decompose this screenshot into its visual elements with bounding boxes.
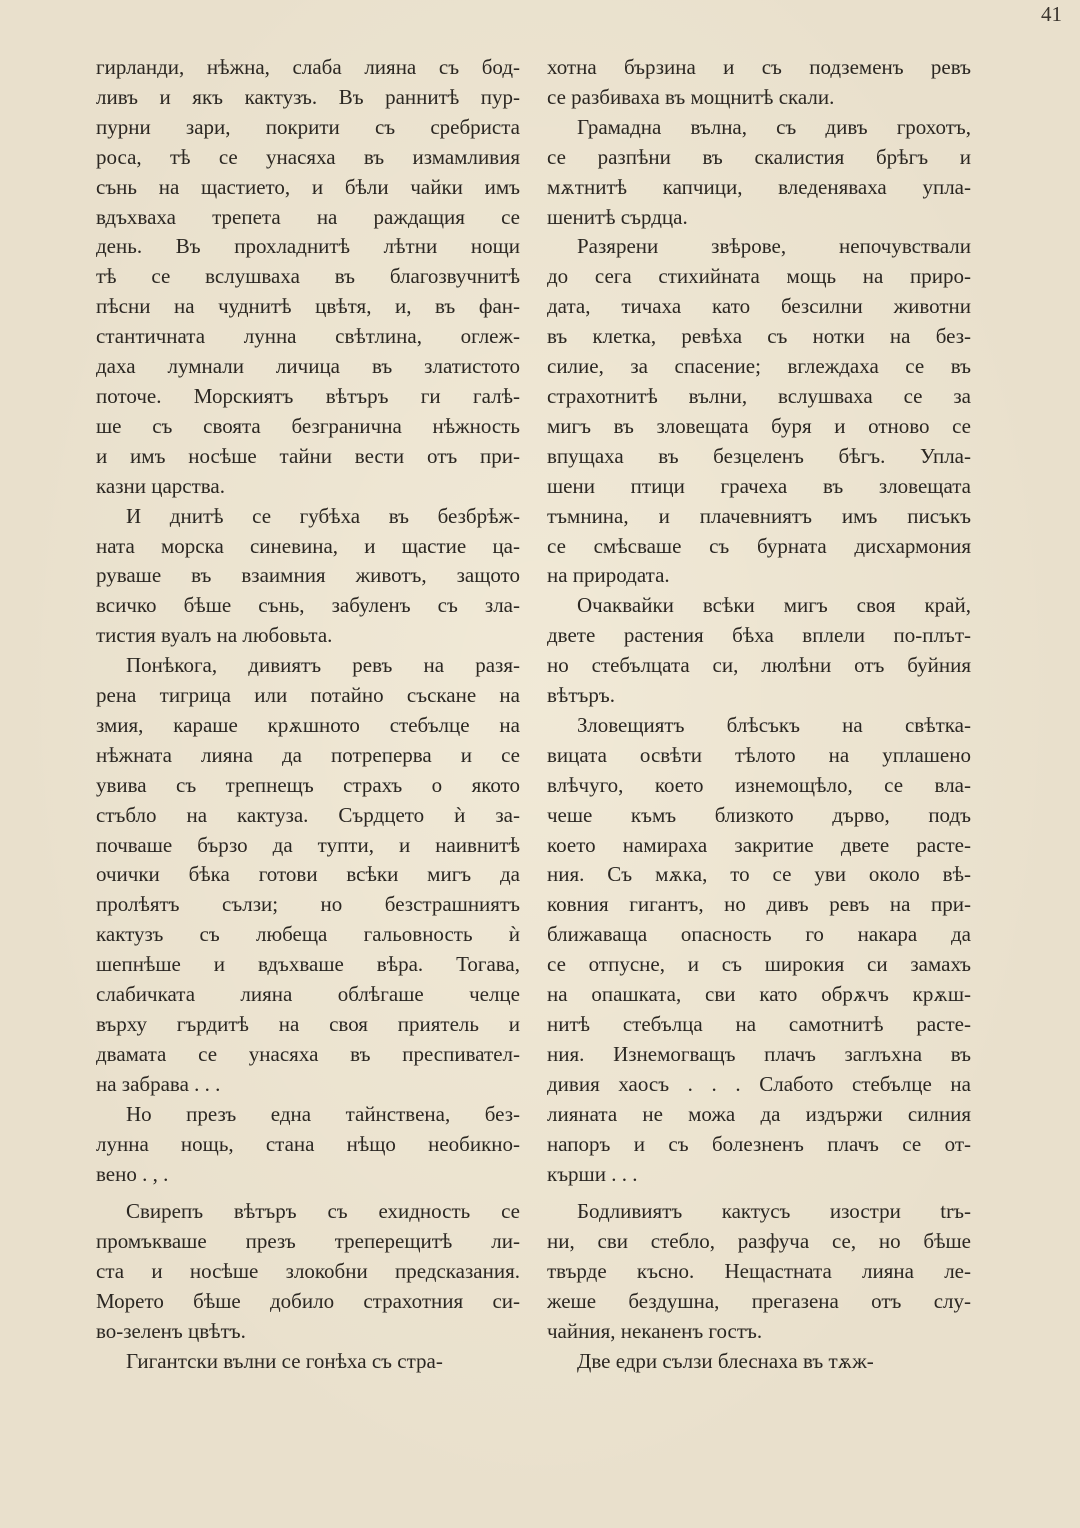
text-line: силие, за спасение; вглеждаха се въ (547, 354, 971, 379)
text-line: рена тигрица или потайно съскане на (96, 683, 520, 708)
text-line: ния. Изнемогващъ плачъ заглъхна въ (547, 1041, 971, 1066)
text-line: Бодливиятъ кактусъ изостри trъ- (577, 1199, 971, 1224)
paragraph (96, 1347, 520, 1377)
text-line: шенитѣ сърдца. (547, 204, 688, 229)
text-line: до сега стихийната мощь на приро- (547, 264, 971, 289)
text-line: гирланди, нѣжна, слаба лияна съ бод- (96, 55, 520, 79)
text-line: Морето бѣше добило страхотния си- (96, 1289, 520, 1314)
text-line: чайния, неканенъ гостъ. (547, 1319, 763, 1344)
text-line: Но презъ една тайнствена, без- (126, 1101, 520, 1126)
text-line: се разпѣни въ скалистия брѣгъ и (547, 144, 971, 169)
text-line: мѫтнитѣ капчици, вледеняваха упла- (547, 174, 971, 199)
text-line: лунна нощь, стана нѣщо необикно- (96, 1131, 520, 1156)
paragraph (96, 1100, 520, 1190)
text-line: сънь на щастието, и бѣли чайки имъ (96, 174, 520, 199)
right-column (547, 53, 971, 1377)
text-line: мигъ въ зловещата буря и отново се (547, 413, 971, 438)
text-line: впущаха въ безцеленъ бѣгъ. Упла- (547, 443, 971, 468)
text-line: напоръ и съ болезненъ плачъ се от- (547, 1131, 971, 1156)
text-line: увива съ трепнещъ страхъ о якото (96, 772, 520, 797)
text-line: ближаваща опасность го накара да (547, 922, 971, 947)
paragraph (96, 502, 520, 652)
text-line: во-зеленъ цвѣтъ. (96, 1319, 246, 1344)
paragraph (547, 113, 971, 233)
text-line: Гигантски вълни се гонѣха съ стра- (126, 1348, 443, 1373)
text-line: ковния гигантъ, но дивъ ревъ на при- (547, 892, 971, 917)
text-line: слабичката лияна облѣгаше челце (96, 982, 520, 1007)
text-line: Грамадна вълна, съ дивъ грохотъ, (577, 114, 971, 139)
text-line: нитѣ стебълца на самотнитѣ расте- (547, 1012, 971, 1036)
text-line: на природата. (547, 563, 670, 588)
text-line: пѣсни на чуднитѣ цвѣтя, и, въ фан- (96, 294, 520, 319)
text-line: всичко бѣше сънь, забуленъ съ зла- (96, 593, 520, 618)
text-line: промъкваше презъ треперещитѣ ли- (96, 1229, 520, 1254)
text-line: но стебълцата си, люлѣни отъ буйния (547, 653, 971, 678)
text-line: кърши . . . (547, 1161, 638, 1186)
text-line: пролѣятъ сълзи; но безстрашниятъ (96, 892, 520, 917)
paragraph (547, 232, 971, 591)
text-line: дивия хаосъ . . . Слабото стебълце на (547, 1071, 971, 1096)
text-line: кактузъ съ любеща гальовность ѝ (96, 922, 520, 947)
text-line: двамата се унасяха въ преспивател- (96, 1041, 520, 1066)
text-line: което намираха закритие двете расте- (547, 832, 971, 857)
page-number: 41 (1041, 2, 1062, 26)
text-line: шепнѣше и вдъхваше вѣра. Тогава, (96, 952, 520, 977)
paragraph-gap (96, 1189, 520, 1197)
text-line: поточе. Морскиятъ вѣтъръ ги галѣ- (96, 383, 520, 408)
text-line: стъбло на кактуза. Сърдцето ѝ за- (96, 802, 520, 827)
text-line: стантичната лунна свѣтлина, оглеж- (96, 324, 520, 349)
text-line: тъмнина, и плачевниятъ имъ писъкъ (547, 503, 971, 528)
text-line: тѣ се вслушваха въ благозвучнитѣ (96, 264, 520, 289)
paragraph (547, 1347, 971, 1377)
text-line: страхотнитѣ вълни, вслушваха се за (547, 383, 971, 408)
text-line: казни царства. (96, 473, 225, 498)
text-line: жеше бездушна, прегазена отъ слу- (547, 1289, 971, 1314)
text-line: ше съ своята безгранична нѣжность (96, 413, 520, 438)
text-line: чеше къмъ близкото дърво, подъ (547, 802, 971, 827)
paragraph (96, 1197, 520, 1347)
text-line: вено . , . (96, 1161, 169, 1186)
paragraph (547, 1197, 971, 1347)
text-line: день. Въ прохладнитѣ лѣтни нощи (96, 234, 520, 259)
text-line: очички бѣка готови всѣки мигъ да (96, 862, 520, 887)
text-line: се отпусне, и съ широкия си замахъ (547, 952, 971, 977)
text-line: И днитѣ се губѣха въ безбрѣж- (126, 503, 520, 528)
text-line: ста и носѣше злокобни предсказания. (96, 1259, 520, 1284)
text-line: Разярени звѣрове, непочувствали (577, 234, 971, 259)
paragraph (96, 53, 520, 502)
text-line: пурни зари, покрити съ сребриста (96, 114, 520, 139)
text-line: твърде късно. Нещастната лияна ле- (547, 1259, 971, 1284)
paragraph (547, 591, 971, 711)
text-line: тистия вуалъ на любовьта. (96, 623, 333, 648)
text-line: Свирепъ вѣтъръ съ ехидность се (126, 1199, 520, 1224)
text-line: ни, сви стебло, разфуча се, но бѣше (547, 1229, 971, 1254)
text-line: Зловещиятъ блѣсъкъ на свѣтка- (577, 712, 971, 737)
text-line: върху гърдитѣ на своя приятель и (96, 1012, 520, 1036)
text-line: на забрава . . . (96, 1071, 221, 1096)
text-line: руваше въ взаимния животъ, защото (96, 563, 520, 588)
text-line: даха лумнали личица въ златистото (96, 354, 520, 379)
paragraph (547, 53, 971, 113)
text-line: вдъхваха трепета на раждащия се (96, 204, 520, 229)
text-line: дата, тичаха като безсилни животни (547, 294, 971, 319)
text-line: вицата освѣти тѣлото на уплашено (547, 742, 971, 767)
text-line: хотна бързина и съ подземенъ ревъ (547, 55, 971, 79)
text-line: двете растения бѣха вплели по-плът- (547, 623, 971, 648)
text-line: въ клетка, ревѣха съ нотки на без- (547, 324, 971, 349)
text-line: се разбиваха въ мощнитѣ скали. (547, 84, 835, 109)
text-line: ната морска синевина, и щастие ца- (96, 533, 520, 558)
text-line: змия, караше крѫшното стебълце на (96, 712, 520, 737)
text-line: роса, тѣ се унасяха въ измамливия (96, 144, 520, 169)
text-line: ния. Съ мѫка, то се уви около вѣ- (547, 862, 971, 887)
paragraph (96, 651, 520, 1100)
text-line: и имъ носѣше тайни вести отъ при- (96, 443, 520, 468)
left-column (96, 53, 520, 1377)
text-line: на опашката, сви като обрѫчъ крѫш- (547, 982, 971, 1007)
text-line: Две едри сълзи блеснаха въ тѫж- (577, 1348, 874, 1373)
text-line: шени птици грачеха въ зловещата (547, 473, 971, 498)
text-line: се смѣсваше съ бурната дисхармония (547, 533, 971, 558)
text-line: ливъ и якъ кактузъ. Въ раннитѣ пур- (96, 84, 520, 109)
text-line: влѣчуго, което изнемощѣло, се вла- (547, 772, 971, 797)
text-line: нѣжната лияна да потреперва и се (96, 742, 520, 767)
text-line: Понѣкога, дивиятъ ревъ на разя- (126, 653, 520, 678)
text-line: почваше бързо да тупти, и наивнитѣ (96, 832, 520, 857)
paragraph-gap (547, 1189, 971, 1197)
text-line: Очаквайки всѣки мигъ своя край, (577, 593, 971, 618)
text-line: вѣтъръ. (547, 683, 615, 708)
text-line: лияната не можа да издържи силния (547, 1101, 971, 1126)
paragraph (547, 711, 971, 1190)
